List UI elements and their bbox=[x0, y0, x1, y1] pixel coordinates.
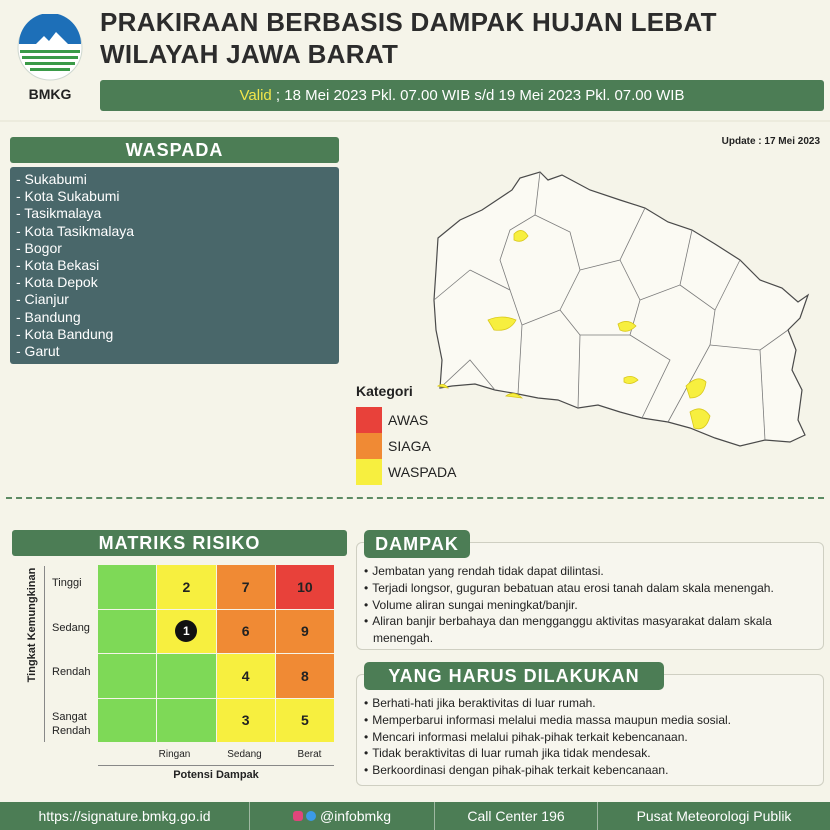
bmkg-logo bbox=[16, 14, 84, 106]
matrix-cell bbox=[98, 699, 156, 743]
legend-label-awas: AWAS bbox=[388, 412, 429, 428]
matrix-cell: 9 bbox=[276, 610, 334, 654]
dampak-item: • Volume aliran sungai meningkat/banjir. bbox=[364, 597, 816, 614]
matrix-cell: 10 bbox=[276, 565, 334, 609]
map-land bbox=[434, 172, 808, 446]
harus-item: • Memperbarui informasi melalui media massa maupun media sosial. bbox=[364, 712, 816, 729]
valid-period: ; 18 Mei 2023 Pkl. 07.00 WIB s/d 19 Mei 2023 Pkl. 07.00 WIB bbox=[271, 87, 685, 104]
validity-bar bbox=[100, 80, 824, 111]
waspada-heading: WASPADA bbox=[10, 137, 339, 163]
col-label-sedang: Sedang bbox=[227, 749, 262, 760]
matrix-heading: MATRIKS RISIKO bbox=[12, 530, 347, 556]
matrix-cell bbox=[98, 565, 156, 609]
logo-label: BMKG bbox=[28, 86, 72, 102]
row-label-sangat-rendah-line1: Sangat bbox=[52, 711, 87, 723]
header-divider bbox=[0, 120, 830, 122]
risk-matrix-grid bbox=[98, 565, 334, 742]
dampak-item: • Terjadi longsor, guguran bebatuan atau erosi tanah dalam skala menengah. bbox=[364, 580, 816, 597]
waspada-region-item: - Kota Depok bbox=[16, 274, 98, 291]
dampak-list bbox=[364, 563, 816, 647]
matrix-x-title: Potensi Dampak bbox=[173, 769, 259, 781]
harus-item: • Tidak beraktivitas di luar rumah jika tidak mendesak. bbox=[364, 745, 816, 762]
matrix-cell bbox=[98, 654, 156, 698]
legend-swatch-siaga bbox=[356, 433, 382, 459]
matrix-x-axis bbox=[98, 765, 334, 766]
matrix-cell: 3 bbox=[217, 699, 275, 743]
waspada-region-item: - Garut bbox=[16, 343, 60, 360]
row-label-sangat-rendah bbox=[52, 710, 91, 738]
matrix-cell bbox=[157, 654, 215, 698]
row-label-rendah: Rendah bbox=[52, 666, 91, 678]
bmkg-logo-icon bbox=[16, 14, 84, 84]
actions-heading: YANG HARUS DILAKUKAN bbox=[364, 662, 664, 690]
dampak-item: • Jembatan yang rendah tidak dapat dilintasi. bbox=[364, 563, 816, 580]
matrix-cell: 4 bbox=[217, 654, 275, 698]
legend-label-siaga: SIAGA bbox=[388, 438, 431, 454]
legend-item-awas bbox=[356, 407, 428, 433]
matrix-cell bbox=[157, 699, 215, 743]
row-label-sangat-rendah-line2: Rendah bbox=[52, 725, 91, 737]
footer-social-handle: @infobmkg bbox=[319, 808, 392, 824]
harus-item: • Berhati-hati jika beraktivitas di luar rumah. bbox=[364, 695, 816, 712]
matrix-cell: 5 bbox=[276, 699, 334, 743]
footer-bar bbox=[0, 802, 830, 830]
footer-website-link[interactable]: https://signature.bmkg.go.id bbox=[0, 802, 250, 830]
current-risk-marker: 1 bbox=[175, 620, 197, 642]
col-label-berat: Berat bbox=[297, 749, 322, 760]
row-label-sedang: Sedang bbox=[52, 622, 90, 634]
harus-item: • Berkoordinasi dengan pihak-pihak terkait kebencanaan. bbox=[364, 762, 816, 779]
legend-label-waspada: WASPADA bbox=[388, 464, 457, 480]
dampak-item: • Aliran banjir berbahaya dan mengganggu aktivitas masyarakat dalam skala menengah. bbox=[364, 613, 816, 647]
update-date: Update : 17 Mei 2023 bbox=[721, 136, 820, 147]
matrix-y-axis bbox=[44, 566, 45, 742]
twitter-icon bbox=[306, 811, 316, 821]
title-line-2: WILAYAH JAWA BARAT bbox=[100, 39, 399, 69]
dampak-heading: DAMPAK bbox=[364, 530, 470, 558]
title-line-1: PRAKIRAAN BERBASIS DAMPAK HUJAN LEBAT bbox=[100, 7, 717, 37]
footer-social[interactable] bbox=[250, 802, 435, 830]
actions-list bbox=[364, 695, 816, 779]
waspada-region-item: - Sukabumi bbox=[16, 171, 87, 187]
instagram-icon bbox=[293, 811, 303, 821]
waspada-region-item: - Kota Bekasi bbox=[16, 257, 100, 274]
waspada-region-item: - Kota Tasikmalaya bbox=[16, 222, 135, 239]
waspada-region-item: - Cianjur bbox=[16, 291, 69, 308]
row-label-tinggi: Tinggi bbox=[52, 577, 82, 589]
legend-item-siaga bbox=[356, 433, 431, 459]
waspada-region-item: - Tasikmalaya bbox=[16, 205, 102, 222]
waspada-region-list bbox=[10, 167, 339, 364]
legend-swatch-waspada bbox=[356, 459, 382, 485]
legend-item-waspada bbox=[356, 459, 456, 485]
legend-title: Kategori bbox=[356, 383, 413, 399]
west-java-map bbox=[430, 160, 815, 460]
col-label-ringan: Ringan bbox=[158, 749, 191, 760]
matrix-cell: 8 bbox=[276, 654, 334, 698]
matrix-cell: 2 bbox=[157, 565, 215, 609]
matrix-y-title: Tingkat Kemungkinan bbox=[26, 567, 38, 683]
waspada-region-item: - Bogor bbox=[16, 239, 62, 256]
page-title bbox=[100, 6, 717, 70]
legend-swatch-awas bbox=[356, 407, 382, 433]
waspada-region-item: - Bandung bbox=[16, 308, 81, 325]
valid-label: Valid bbox=[239, 87, 272, 104]
matrix-cell: 7 bbox=[217, 565, 275, 609]
waspada-region-item: - Kota Sukabumi bbox=[16, 188, 120, 205]
footer-call-center: Call Center 196 bbox=[435, 802, 598, 830]
waspada-region-item: - Kota Bandung bbox=[16, 325, 114, 342]
harus-item: • Mencari informasi melalui pihak-pihak terkait kebencanaan. bbox=[364, 729, 816, 746]
section-divider bbox=[6, 497, 824, 499]
matrix-cell: 6 bbox=[217, 610, 275, 654]
matrix-cell bbox=[98, 610, 156, 654]
matrix-cell bbox=[157, 610, 215, 654]
footer-center-name: Pusat Meteorologi Publik bbox=[636, 808, 792, 824]
